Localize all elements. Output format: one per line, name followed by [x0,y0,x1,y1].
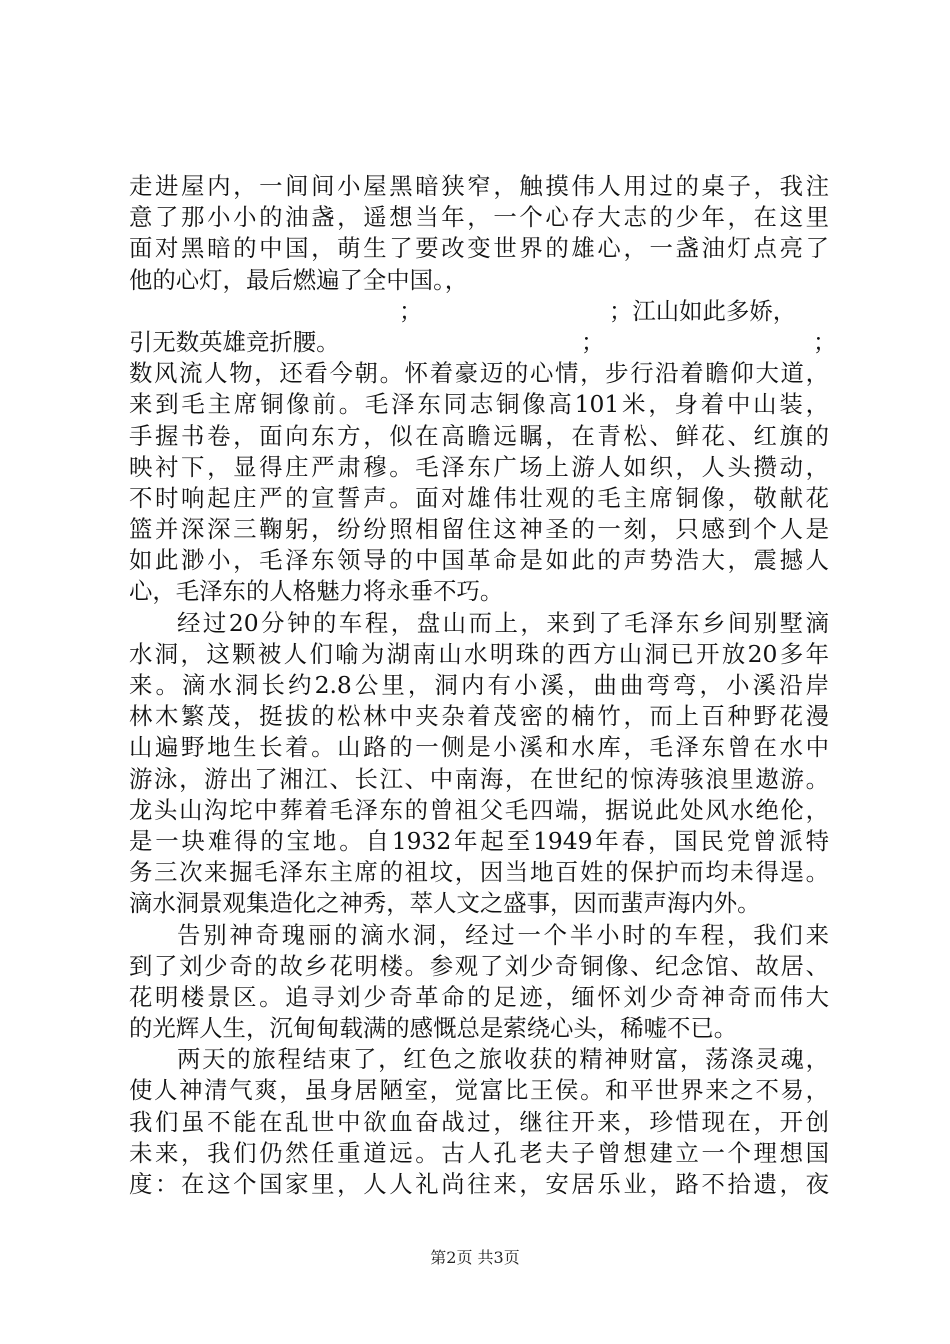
text-line: 龙头山沟坨中葬着毛泽东的曾祖父毛四端，据说此处风水绝伦， [129,795,829,824]
text-line-gapped [129,296,829,327]
text-line: 来到毛主席铜像前。毛泽东同志铜像高101米，身着中山装， [129,390,829,419]
text-line: 未来，我们仍然任重道远。古人孔老夫子曾想建立一个理想国 [129,1138,829,1167]
text-line: 花明楼景区。追寻刘少奇革命的足迹，缅怀刘少奇神奇而伟大 [129,982,829,1011]
text-line: 到了刘少奇的故乡花明楼。参观了刘少奇铜像、纪念馆、故居、 [129,951,829,980]
text-line: 映衬下，显得庄严肃穆。毛泽东广场上游人如织，人头攒动， [129,452,829,481]
text-line: 如此渺小，毛泽东领导的中国革命是如此的声势浩大，震撼人 [129,546,829,575]
text-line: 他的心灯，最后燃遍了全中国。， [129,265,469,294]
semicolon-mark: ； [399,296,423,325]
paragraph-first-line: 经过20分钟的车程，盘山而上，来到了毛泽东乡间别墅滴 [177,608,829,637]
semicolon-mark: ； [581,327,605,356]
page-number-footer: 第2页 共3页 [430,1248,520,1267]
text-line: 意了那小小的油盏，遥想当年，一个心存大志的少年，在这里 [129,203,829,232]
text-fragment: 引无数英雄竞折腰。 [129,327,340,356]
text-line: 面对黑暗的中国，萌生了要改变世界的雄心，一盏油灯点亮了 [129,234,829,263]
text-line: 来。滴水洞长约2.8公里，洞内有小溪，曲曲弯弯，小溪沿岸 [129,671,829,699]
text-line-gapped [129,327,837,358]
paragraph-first-line: 告别神奇瑰丽的滴水洞，经过一个半小时的车程，我们来 [177,920,829,949]
document-body [129,171,837,1200]
text-line: 游泳，游出了湘江、长江、中南海，在世纪的惊涛骇浪里遨游。 [129,764,829,793]
semicolon-mark: ； [813,327,837,356]
text-line: 手握书卷，面向东方，似在高瞻远瞩，在青松、鲜花、红旗的 [129,421,829,450]
text-line: 滴水洞景观集造化之神秀，萃人文之盛事，因而蜚声海内外。 [129,889,761,918]
text-line: 山遍野地生长着。山路的一侧是小溪和水库，毛泽东曾在水中 [129,733,829,762]
text-line: 度：在这个国家里，人人礼尚往来，安居乐业，路不拾遗，夜 [129,1170,829,1198]
text-line: 使人神清气爽，虽身居陋室，觉富比王侯。和平世界来之不易， [129,1076,829,1105]
text-line: 心，毛泽东的人格魅力将永垂不巧。 [129,577,504,606]
text-line: 水洞，这颗被人们喻为湖南山水明珠的西方山洞已开放20多年 [129,639,829,668]
text-fragment: ；江山如此多娇， [609,296,797,325]
text-line: 数风流人物，还看今朝。怀着豪迈的心情，步行沿着瞻仰大道， [129,359,829,388]
text-line: 走进屋内，一间间小屋黑暗狭窄，触摸伟人用过的桌子，我注 [129,172,829,200]
text-line: 不时响起庄严的宣誓声。面对雄伟壮观的毛主席铜像，敬献花 [129,483,829,512]
text-line: 的光辉人生，沉甸甸载满的感慨总是萦绕心头，稀嘘不已。 [129,1014,738,1043]
paragraph-first-line: 两天的旅程结束了，红色之旅收获的精神财富，荡涤灵魂， [177,1045,829,1074]
text-line: 林木繁茂，挺拔的松林中夹杂着茂密的楠竹，而上百种野花漫 [129,702,829,731]
text-line: 是一块难得的宝地。自1932年起至1949年春，国民党曾派特 [129,826,829,855]
text-line: 篮并深深三鞠躬，纷纷照相留住这神圣的一刻，只感到个人是 [129,515,829,544]
text-line: 务三次来掘毛泽东主席的祖坟，因当地百姓的保护而均未得逞。 [129,858,829,887]
text-line: 我们虽不能在乱世中欲血奋战过，继往开来，珍惜现在，开创 [129,1107,829,1136]
